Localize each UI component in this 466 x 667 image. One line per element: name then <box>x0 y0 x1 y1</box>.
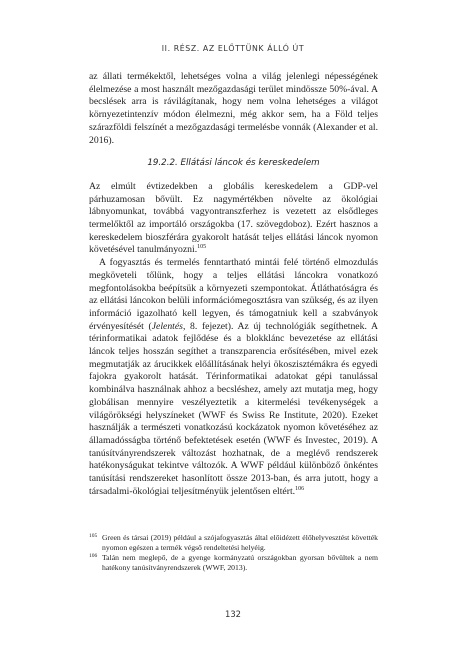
running-head: II. RÉSZ. AZ ELŐTTÜNK ÁLLÓ ÚT <box>161 44 305 53</box>
paragraph-2-text: Az elmúlt évtizedekben a globális kereskedelem a GDP-vel párhuzamosan bővült. Ez nagymértékben növelte az ökológiai lábnyomunkat, továbbá vagyontranszferhez is vezetett az elsődleges termelőktől az importáló országokba (17. szövegdoboz). Ezért hasznos a kereskedelem bioszférára gyakorolt hatását teljes ellátási láncok nyomon követésével tanulmányozni. <box>89 180 378 256</box>
footnote-text: Talán nem meglepő, de a gyenge kormányzatú országokban gyorsan bővültek a nem hatékony tanúsítványrendszerek (WWF, 2013). <box>102 553 378 572</box>
body-text <box>89 71 378 499</box>
paragraph-1: az állati termékektől, lehetséges volna a világ jelenlegi népességének élelmezése a most használt mezőgazdasági terület mindössze 50%-ával. A becslések arra is rávilágítanak, hogy nem volna lehetséges a világot környezetintenzív módon élelmezni, még akkor sem, ha a Föld teljes szárazföldi felszínét a mezőgazdasági termelésbe vonnák (Alexander et al. 2016). <box>89 71 378 146</box>
footnote-item <box>89 553 378 572</box>
paragraph-3 <box>89 257 378 498</box>
footnote-item <box>89 533 378 552</box>
footnote-ref-105[interactable]: 105 <box>197 244 207 251</box>
footnote-ref-106[interactable]: 106 <box>295 485 305 492</box>
paragraph-3-text-a: A fogyasztás és termelés fenntartható mintái felé történő elmozdulás megköveteli tőlünk, hogy a teljes ellátási láncokra vonatkozó megfontolásokba beépítsük a környezeti szempontokat. Átláthatóságra és az ellátási láncokon belüli információmegosztásra van szükség, és az ilyen információ igazolható kell legyen, és támogatniuk kell a szabványok érvényesítését ( <box>89 257 378 332</box>
footnotes <box>89 533 378 573</box>
paragraph-2 <box>89 181 378 257</box>
section-heading: 19.2.2. Ellátási láncok és kereskedelem <box>147 158 320 169</box>
footnote-number: 105 <box>89 533 98 539</box>
paragraph-3-emphasis: Jelentés <box>151 320 183 332</box>
footnote-number: 106 <box>89 553 98 560</box>
footnote-text: Green és társai (2019) például a szójafogyasztás által előidézett élőhelyvesztést követték nyomon egészen a termék végső rendeltetési helyéig. <box>102 533 378 552</box>
paragraph-3-text-b: , 8. fejezet). Az új technológiák segíthetnek. A térinformatikai adatok fejlődése és a blokklánc bevezetése az ellátási láncok teljes hosszán segíthet a transzparencia erősítésében, mivel ezek megmutatják az árucikkek előállításának helyi ökoszisztémákra és egyedi fajokra gyakorolt hatását. Térinformatikai adatokat gépi tanulással kombinálva használnak ahhoz a becsléshez, amely azt mutatja meg, hogy globálisan mennyire veszélyeztetik a kitermelési tevékenységek a világörökségi helyszíneket (WWF és Swiss Re Institute, 2020). Ezeket használják a természeti vonatkozású kockázatok nyomon követéséhez az államadósságba történő befektetések esetén (WWF és Investec, 2019). A tanúsítványrendszerek változást hozhatnak, de a meglévő rendszerek hatékonyságukat tekintve változók. A WWF például különböző önkéntes tanúsítási rendszereket hasonlított össze 2013-ban, és arra jutott, hogy a társadalmi-ökológiai teljesítményük jelentősen eltért. <box>89 320 378 497</box>
page-number: 132 <box>225 609 241 619</box>
